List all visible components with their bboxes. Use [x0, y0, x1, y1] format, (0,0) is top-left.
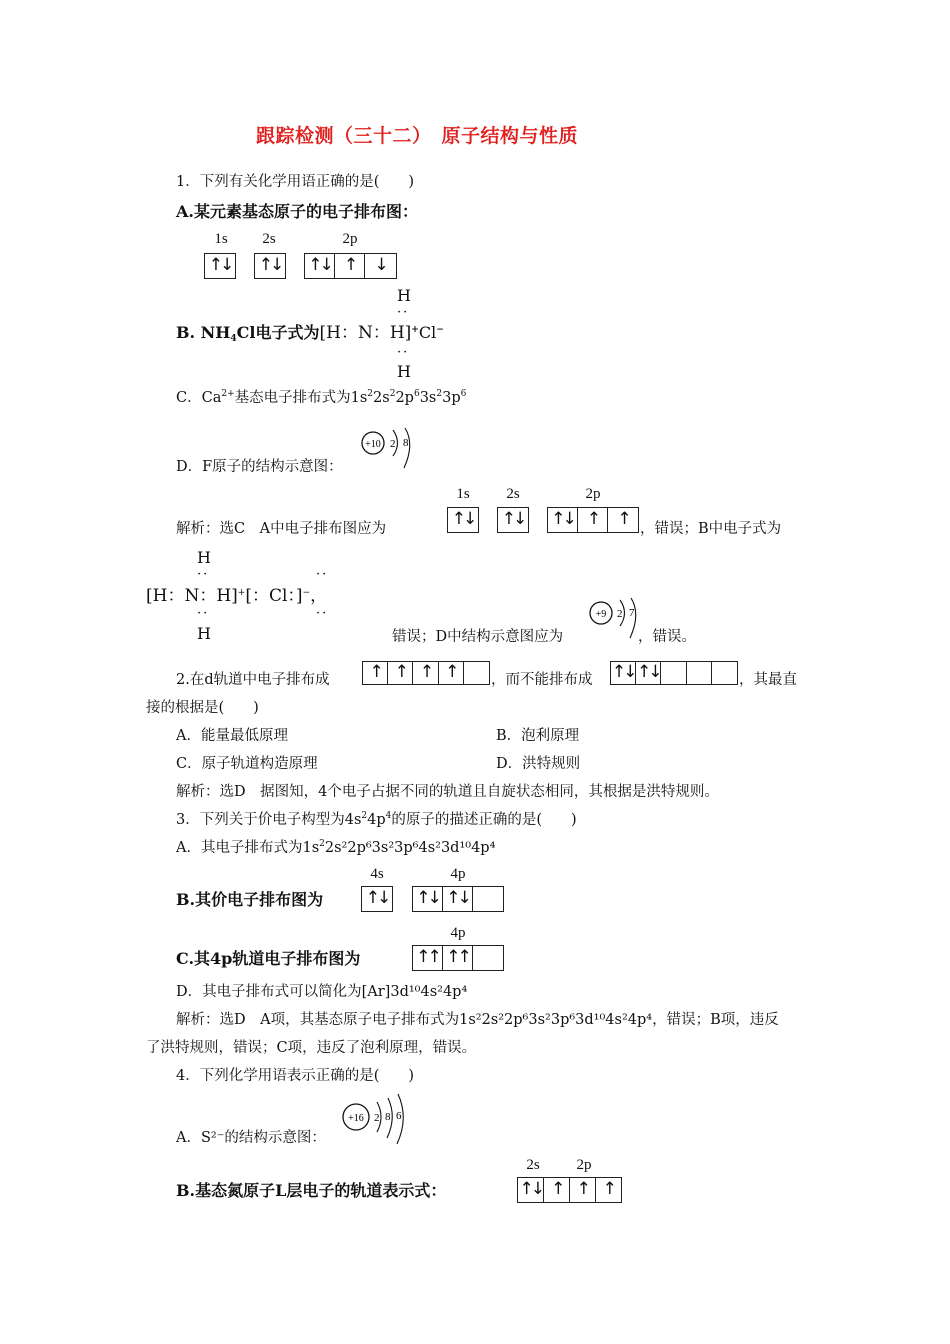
q4-option-b: B.基态氮原子L层电子的轨道表示式： — [176, 1181, 447, 1200]
orbital-cell: ↑ — [388, 662, 413, 684]
orbital-cell: ↓ — [374, 255, 386, 275]
q2-option-d: D．洪特规则 — [496, 756, 581, 772]
atom-structure-diagram-s2 — [338, 1090, 410, 1148]
superscript: 2 — [319, 839, 325, 849]
nh4-h-top: H — [397, 286, 411, 305]
shell-count: 6 — [396, 1110, 402, 1122]
nucleus-charge: +9 — [595, 609, 607, 620]
q1-analysis-1: 解析：选C A中电子排布图应为 — [176, 521, 387, 537]
config-part: 2p — [395, 390, 414, 406]
option-b-text-rest: Cl电子式为 — [236, 323, 320, 342]
config-part: 3s — [419, 390, 437, 406]
nh4-h-top: H — [197, 548, 211, 567]
option-c-text: C．Ca — [176, 390, 222, 406]
q2-stem-2: ，而不能排布成 — [491, 672, 593, 688]
orbital-box-2s — [497, 507, 529, 533]
q3-analysis-2: 了洪特规则，错误；C项，违反了泡利原理，错误。 — [146, 1040, 477, 1056]
superscript: + — [237, 588, 246, 598]
shell-count: 2 — [617, 608, 623, 620]
orbital-box-1s — [447, 507, 479, 533]
nucleus-charge: +16 — [348, 1113, 364, 1124]
orbital-cell: ↑↑ — [413, 946, 443, 970]
orbital-box-n-l — [517, 1177, 622, 1203]
orbital-label: 2p — [342, 231, 358, 247]
superscript: − — [302, 588, 311, 598]
orbital-cell — [473, 887, 503, 911]
d-orbital-box-wrong — [610, 661, 738, 685]
q3-stem-text: 3．下列关于价电子构型为4s — [176, 812, 362, 828]
orbital-cell — [473, 946, 503, 970]
superscript: 2 — [389, 389, 396, 399]
orbital-cell: ↑↓ — [208, 255, 232, 275]
orbital-label: 2p — [576, 1157, 592, 1173]
orbital-label: 2p — [585, 486, 601, 502]
shell-count: 7 — [629, 607, 635, 619]
q3-option-b: B.其价电子排布图为 — [176, 890, 324, 909]
orbital-cell — [712, 662, 737, 684]
orbital-cell: ↑ — [578, 508, 608, 532]
q2-option-b: B．泡利原理 — [496, 728, 580, 744]
orbital-box-4p-c — [412, 945, 504, 971]
q1-analysis-4: ，错误。 — [638, 629, 696, 645]
electron-dots: ·· — [197, 567, 210, 582]
superscript: 4 — [385, 811, 392, 821]
q1-analysis-3: 错误；D中结构示意图应为 — [392, 629, 564, 645]
orbital-label: 2s — [526, 1157, 540, 1173]
orbital-cell: ↑↓ — [637, 662, 660, 682]
config-part: 3p — [442, 390, 461, 406]
page-title: 跟踪检测（三十二） 原子结构与性质 — [256, 125, 579, 147]
shell-count: 8 — [385, 1111, 391, 1123]
orbital-cell: ↑↓ — [611, 662, 635, 682]
orbital-cell: ↑ — [570, 1178, 596, 1202]
subscript: 4 — [230, 334, 237, 344]
shell-count: 8 — [403, 437, 409, 449]
orbital-box-2p — [304, 253, 397, 279]
orbital-box-4p — [412, 886, 504, 912]
superscript: 2+ — [221, 389, 235, 399]
q4-option-a: A．S²⁻的结构示意图： — [176, 1130, 326, 1146]
orbital-cell — [661, 662, 686, 684]
orbital-box-2p — [547, 507, 639, 533]
orbital-cell: ↑↓ — [518, 1178, 544, 1202]
orbital-label: 2s — [262, 231, 276, 247]
nucleus-charge: +10 — [365, 439, 381, 450]
q1-analysis-2: ，错误；B中电子式为 — [640, 521, 782, 537]
q2-option-c: C．原子轨道构造原理 — [176, 756, 318, 772]
ammonium-formula: [H：N：H] — [146, 586, 238, 606]
q3-stem-mid: 4p — [367, 812, 386, 828]
orbital-cell: ↑↓ — [451, 509, 475, 529]
orbital-cell: ↑ — [413, 662, 438, 684]
superscript: − — [436, 325, 444, 335]
orbital-cell: ↑ — [439, 662, 464, 684]
electron-dots: ·· — [316, 567, 329, 582]
orbital-cell: ↑ — [335, 254, 365, 278]
option-a-text: A．其电子排布式为1s — [176, 840, 320, 856]
config-part: 2s — [373, 390, 390, 406]
q2-stem-3: ，其最直 — [739, 672, 797, 688]
electron-dots: ·· — [397, 305, 410, 320]
orbital-box-4s — [361, 886, 393, 912]
orbital-box-1s — [204, 253, 236, 279]
superscript: 2 — [361, 811, 368, 821]
orbital-box-2s — [254, 253, 286, 279]
option-b-text: B. NH — [176, 323, 231, 342]
electron-dots: ·· — [316, 606, 329, 621]
atom-structure-diagram-f — [358, 424, 418, 472]
orbital-cell — [464, 662, 489, 684]
q3-stem — [176, 813, 577, 828]
q2-stem-1: 2.在d轨道中电子排布成 — [176, 672, 330, 688]
q2-stem-4: 接的根据是( ) — [146, 700, 259, 716]
electron-dots: ·· — [397, 345, 410, 360]
atom-structure-diagram-f-correct — [586, 592, 642, 642]
orbital-cell: ↑↓ — [443, 887, 473, 911]
orbital-label: 1s — [456, 486, 470, 502]
superscript: 6 — [413, 389, 420, 399]
superscript: 2 — [436, 389, 443, 399]
q1-option-c — [176, 391, 466, 406]
q3-option-c: C.其4p轨道电子排布图为 — [176, 949, 361, 968]
electron-dots: ·· — [197, 606, 210, 621]
orbital-cell — [687, 662, 712, 684]
nh4-formula: [H：N：H]+[：Cl：]−， — [146, 586, 328, 606]
q3-analysis-1: 解析：选D A项，其基态原子电子排布式为1s²2s²2p⁶3s²3p⁶3d¹⁰4s²4p⁴，错误；B项，违反 — [176, 1012, 779, 1028]
orbital-cell: ↑↓ — [365, 888, 389, 908]
q2-option-a: A．能量最低原理 — [176, 728, 288, 744]
chloride: Cl — [418, 323, 437, 342]
q4-stem: 4．下列化学用语表示正确的是( ) — [176, 1068, 415, 1084]
nh4-formula: [H：N：H] — [319, 323, 412, 343]
option-c-rest: 基态电子排布式为1s — [234, 390, 368, 406]
orbital-cell: ↑ — [544, 1178, 570, 1202]
q2-analysis: 解析：选D 据图知，4个电子占据不同的轨道且自旋状态相同，其根据是洪特规则。 — [176, 784, 719, 800]
orbital-cell: ↑↓ — [548, 508, 578, 532]
orbital-label: 4p — [450, 866, 466, 882]
orbital-label: 2s — [506, 486, 520, 502]
orbital-cell: ↑ — [602, 1179, 614, 1199]
q3-stem-end: 的原子的描述正确的是( ) — [391, 812, 577, 828]
orbital-cell: ↑↓ — [501, 509, 525, 529]
nh4-h-bottom: H — [197, 624, 211, 643]
orbital-cell: ↑↓ — [258, 255, 282, 275]
q1-stem: 1．下列有关化学用语正确的是( ) — [176, 174, 415, 190]
orbital-label: 4s — [370, 866, 384, 882]
orbital-cell: ↑ — [363, 662, 388, 684]
orbital-label: 1s — [214, 231, 228, 247]
chloride-formula: [：Cl：] — [245, 586, 303, 606]
q1-option-a: A.某元素基态原子的电子排布图： — [176, 202, 418, 221]
shell-count: 2 — [374, 1112, 380, 1124]
superscript: + — [411, 325, 419, 335]
orbital-cell: ↑↑ — [443, 946, 473, 970]
q3-option-d: D．其电子排布式可以简化为[Ar]3d¹⁰4s²4p⁴ — [176, 984, 468, 1000]
d-orbital-box-correct — [362, 661, 490, 685]
option-a-config: 2s²2p⁶3s²3p⁶4s²3d¹⁰4p⁴ — [324, 840, 496, 856]
shell-count: 2 — [390, 438, 396, 450]
orbital-label: 4p — [450, 925, 466, 941]
q3-option-a — [176, 841, 495, 856]
orbital-cell: ↑ — [617, 509, 629, 529]
orbital-cell: ↑↓ — [413, 887, 443, 911]
superscript: 6 — [460, 389, 467, 399]
q1-option-b — [176, 325, 444, 342]
q1-option-d: D．F原子的结构示意图： — [176, 459, 343, 475]
orbital-cell: ↑↓ — [305, 254, 335, 278]
superscript: 2 — [367, 389, 374, 399]
nh4-h-bottom: H — [397, 362, 411, 381]
